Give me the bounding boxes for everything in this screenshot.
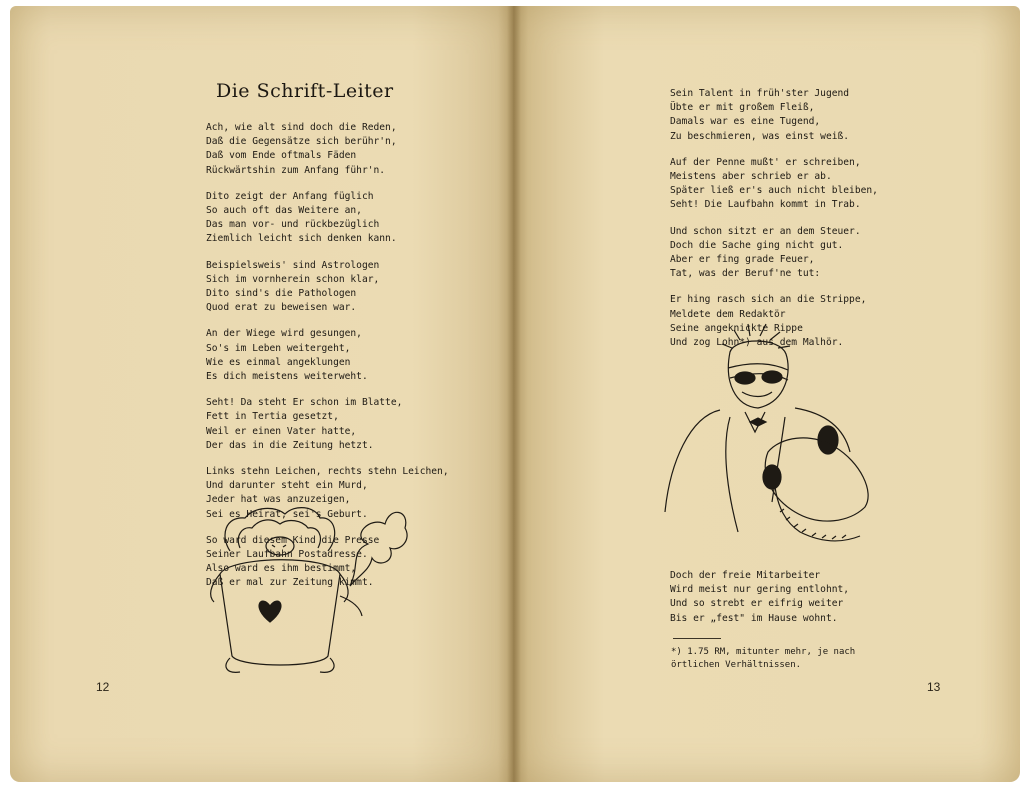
stanza (206, 190, 449, 247)
verse-line: Später ließ er's auch nicht bleiben, (670, 185, 878, 197)
verse-line: Und so strebt er eifrig weiter (670, 598, 844, 610)
verse-line: Daß die Gegensätze sich berühr'n, (206, 136, 397, 148)
cradle-baby-illustration (200, 496, 410, 686)
stanza (206, 327, 449, 384)
verse-line: Dito zeigt der Anfang füglich (206, 190, 374, 202)
verse-line: Und schon sitzt er an dem Steuer. (670, 225, 861, 237)
footnote-rule (673, 638, 721, 639)
verse-line: Tat, was der Beruf'ne tut: (670, 268, 821, 280)
reporter-phone-illustration (660, 322, 890, 552)
verse-line: Meistens aber schrieb er ab. (670, 171, 832, 183)
verse-line: Damals war es eine Tugend, (670, 116, 821, 128)
verse-line: Sei es Heirat, sei's Geburt. (206, 508, 368, 520)
verse-line: So auch oft das Weitere an, (206, 205, 362, 217)
verse-line: Er hing rasch sich an die Strippe, (670, 294, 867, 306)
stanza (206, 259, 449, 316)
verse-line: Also ward es ihm bestimmt, (206, 563, 357, 575)
verse-line: Sich im vornherein schon klar, (206, 273, 380, 285)
verse-line: Auf der Penne mußt' er schreiben, (670, 156, 861, 168)
verse-line: Rückwärtshin zum Anfang führ'n. (206, 164, 386, 176)
verse-line: Zu beschmieren, was einst weiß. (670, 130, 850, 142)
right-poem-verses (670, 87, 878, 362)
verse-line: Und zog Lohn*) aus dem Malhör. (670, 337, 844, 349)
verse-line: Links stehn Leichen, rechts stehn Leichen, (206, 466, 449, 478)
verse-line: Meldete dem Redaktör (670, 308, 786, 320)
verse-line: Beispielsweis' sind Astrologen (206, 259, 380, 271)
verse-line: Und darunter steht ein Murd, (206, 480, 368, 492)
stanza (670, 156, 878, 213)
verse-line: So ward diesem Kind die Presse (206, 534, 380, 546)
verse-line: Seht! Da steht Er schon im Blatte, (206, 397, 403, 409)
verse-line: Es dich meistens weiterweht. (206, 371, 368, 383)
verse-line: Aber er fing grade Feuer, (670, 254, 815, 266)
verse-line: Doch der freie Mitarbeiter (670, 570, 821, 581)
verse-line: Seiner Laufbahn Postadresse. (206, 549, 368, 561)
verse-line: Übte er mit großem Fleiß, (670, 102, 815, 114)
stanza (206, 121, 449, 178)
verse-line: Ziemlich leicht sich denken kann. (206, 233, 397, 245)
verse-line: Seine angeknickte Rippe (670, 322, 803, 334)
verse-line: Sein Talent in früh'ster Jugend (670, 88, 850, 99)
stanza (670, 87, 878, 144)
stanza (206, 396, 449, 453)
poem-title: Die Schrift-Leiter (216, 80, 394, 102)
verse-line: Ach, wie alt sind doch die Reden, (206, 122, 397, 133)
verse-line: Doch die Sache ging nicht gut. (670, 239, 844, 251)
verse-line: Seht! Die Laufbahn kommt in Trab. (670, 199, 861, 211)
verse-line: Quod erat zu beweisen war. (206, 302, 357, 314)
footnote: *) 1.75 RM, mitunter mehr, je nach örtlichen Verhältnissen. (671, 647, 856, 670)
verse-line: Bis er „fest" im Hause wohnt. (670, 612, 838, 624)
verse-line: Wird meist nur gering entlohnt, (670, 584, 850, 596)
verse-line: Fett in Tertia gesetzt, (206, 411, 339, 423)
verse-line: Daß er mal zur Zeitung kimmt. (206, 577, 374, 589)
verse-line: Jeder hat was anzuzeigen, (206, 494, 351, 506)
stanza (670, 225, 878, 282)
page-number-right: 13 (927, 680, 941, 694)
closing-stanza (670, 569, 849, 626)
verse-line: Der das in die Zeitung hetzt. (206, 439, 374, 451)
verse-line: An der Wiege wird gesungen, (206, 328, 362, 340)
verse-line: Wie es einmal angeklungen (206, 356, 351, 368)
verse-line: Dito sind's die Pathologen (206, 288, 357, 300)
page-number-left: 12 (96, 680, 110, 694)
verse-line: Das man vor- und rückbezüglich (206, 219, 380, 231)
verse-line: Daß vom Ende oftmals Fäden (206, 150, 357, 162)
book-spine (507, 6, 521, 782)
verse-line: Weil er einen Vater hatte, (206, 425, 357, 437)
verse-line: So's im Leben weitergeht, (206, 342, 351, 354)
